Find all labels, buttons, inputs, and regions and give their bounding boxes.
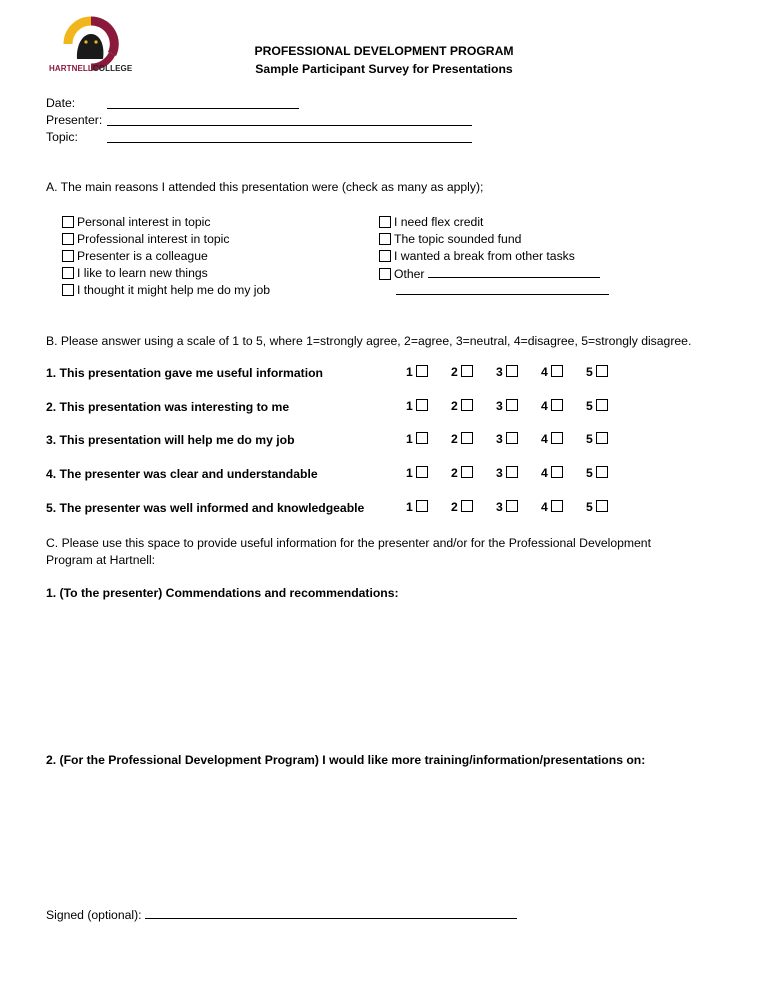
checkbox-help-job[interactable]: [62, 282, 270, 299]
rating-scale-label: 5: [586, 500, 593, 514]
checkbox-icon[interactable]: [62, 284, 74, 296]
rating-scale-label: 4: [541, 466, 548, 480]
rating-question-3: 3. This presentation will help me do my job: [46, 433, 295, 447]
rating-q5-option-1[interactable]: [406, 500, 431, 514]
rating-q3-option-1[interactable]: [406, 432, 431, 446]
checkbox-other[interactable]: [379, 265, 600, 282]
rating-checkbox-icon[interactable]: [506, 432, 518, 444]
rating-q2-option-4[interactable]: [541, 399, 566, 413]
checkbox-icon[interactable]: [379, 250, 391, 262]
checkbox-colleague[interactable]: [62, 248, 208, 265]
rating-q5-option-4[interactable]: [541, 500, 566, 514]
rating-checkbox-icon[interactable]: [461, 432, 473, 444]
checkbox-flex-credit[interactable]: [379, 214, 483, 231]
other-line[interactable]: [428, 265, 600, 278]
signature-label: Signed (optional):: [46, 908, 142, 922]
rating-q4-option-2[interactable]: [451, 466, 476, 480]
rating-scale-label: 5: [586, 466, 593, 480]
section-c-heading-line2: Program at Hartnell:: [46, 553, 156, 567]
checkbox-professional-interest[interactable]: [62, 231, 229, 248]
rating-checkbox-icon[interactable]: [506, 466, 518, 478]
rating-checkbox-icon[interactable]: [416, 466, 428, 478]
commendations-textarea[interactable]: [46, 604, 722, 744]
rating-checkbox-icon[interactable]: [551, 466, 563, 478]
rating-q1-option-5[interactable]: [586, 365, 611, 379]
rating-scale-label: 2: [451, 432, 458, 446]
rating-checkbox-icon[interactable]: [596, 399, 608, 411]
option-label: I thought it might help me do my job: [77, 283, 271, 297]
rating-q2-option-1[interactable]: [406, 399, 431, 413]
rating-scale-label: 1: [406, 365, 413, 379]
rating-checkbox-icon[interactable]: [551, 399, 563, 411]
date-label: Date:: [46, 96, 76, 110]
checkbox-icon[interactable]: [62, 233, 74, 245]
rating-question-1: 1. This presentation gave me useful information: [46, 366, 323, 380]
rating-q3-option-3[interactable]: [496, 432, 521, 446]
rating-checkbox-icon[interactable]: [506, 500, 518, 512]
signature-field: [46, 906, 517, 922]
checkbox-topic-sounded[interactable]: [379, 231, 521, 248]
rating-scale-label: 2: [451, 466, 458, 480]
rating-checkbox-icon[interactable]: [596, 500, 608, 512]
section-b-heading: B. Please answer using a scale of 1 to 5, where 1=strongly agree, 2=agree, 3=neutral, 4=disagree, 5=strongly disagree.: [46, 334, 692, 348]
rating-scale-label: 3: [496, 500, 503, 514]
rating-checkbox-icon[interactable]: [416, 399, 428, 411]
topic-label: Topic:: [46, 130, 78, 144]
option-label: I like to learn new things: [77, 266, 208, 280]
rating-scale-label: 4: [541, 500, 548, 514]
option-label: Other: [394, 267, 425, 281]
section-c-question-2: 2. (For the Professional Development Program) I would like more training/information/presentations on:: [46, 753, 646, 767]
section-c-heading-line1: C. Please use this space to provide useful information for the presenter and/or for the Professional Development: [46, 536, 651, 550]
rating-checkbox-icon[interactable]: [596, 466, 608, 478]
checkbox-icon[interactable]: [379, 233, 391, 245]
rating-checkbox-icon[interactable]: [416, 365, 428, 377]
logo-name-part1: HARTNELL: [49, 64, 93, 73]
rating-q1-option-2[interactable]: [451, 365, 476, 379]
topic-line[interactable]: [107, 130, 472, 146]
rating-q3-option-4[interactable]: [541, 432, 566, 446]
presenter-line[interactable]: [107, 113, 472, 129]
rating-scale-label: 5: [586, 432, 593, 446]
rating-scale-label: 2: [451, 399, 458, 413]
rating-q2-option-3[interactable]: [496, 399, 521, 413]
rating-scale-label: 4: [541, 365, 548, 379]
rating-checkbox-icon[interactable]: [461, 466, 473, 478]
rating-q3-option-2[interactable]: [451, 432, 476, 446]
rating-scale-label: 3: [496, 399, 503, 413]
page-title: PROFESSIONAL DEVELOPMENT PROGRAM: [254, 44, 514, 58]
signature-line[interactable]: [145, 906, 517, 919]
rating-checkbox-icon[interactable]: [461, 500, 473, 512]
option-label: Personal interest in topic: [77, 215, 211, 229]
logo-name-part2: COLLEGE: [92, 64, 133, 73]
checkbox-learn[interactable]: [62, 265, 208, 282]
rating-q1-option-1[interactable]: [406, 365, 431, 379]
rating-q1-option-4[interactable]: [541, 365, 566, 379]
rating-scale-label: 5: [586, 365, 593, 379]
rating-question-2: 2. This presentation was interesting to me: [46, 400, 290, 414]
checkbox-icon[interactable]: [379, 216, 391, 228]
rating-q5-option-2[interactable]: [451, 500, 476, 514]
checkbox-icon[interactable]: [62, 250, 74, 262]
rating-question-4: 4. The presenter was clear and understandable: [46, 467, 318, 481]
rating-q4-option-3[interactable]: [496, 466, 521, 480]
checkbox-break[interactable]: [379, 248, 575, 265]
rating-checkbox-icon[interactable]: [416, 500, 428, 512]
checkbox-personal-interest[interactable]: [62, 214, 210, 231]
rating-question-5: 5. The presenter was well informed and knowledgeable: [46, 501, 365, 515]
rating-checkbox-icon[interactable]: [416, 432, 428, 444]
rating-checkbox-icon[interactable]: [551, 432, 563, 444]
rating-scale-label: 5: [586, 399, 593, 413]
rating-q4-option-1[interactable]: [406, 466, 431, 480]
option-label: The topic sounded fund: [394, 232, 522, 246]
training-request-textarea[interactable]: [46, 771, 722, 901]
rating-q3-option-5[interactable]: [586, 432, 611, 446]
rating-scale-label: 4: [541, 399, 548, 413]
rating-q4-option-4[interactable]: [541, 466, 566, 480]
rating-q1-option-3[interactable]: [496, 365, 521, 379]
checkbox-icon[interactable]: [62, 216, 74, 228]
option-label: Professional interest in topic: [77, 232, 230, 246]
rating-scale-label: 1: [406, 399, 413, 413]
rating-scale-label: 3: [496, 365, 503, 379]
rating-scale-label: 2: [451, 500, 458, 514]
other-line-2[interactable]: [396, 282, 609, 298]
rating-scale-label: 1: [406, 500, 413, 514]
rating-scale-label: 1: [406, 432, 413, 446]
rating-q4-option-5[interactable]: [586, 466, 611, 480]
rating-scale-label: 1: [406, 466, 413, 480]
checkbox-icon[interactable]: [62, 267, 74, 279]
checkbox-icon[interactable]: [379, 268, 391, 280]
section-c-question-1: 1. (To the presenter) Commendations and recommendations:: [46, 586, 399, 600]
section-a-heading: A. The main reasons I attended this presentation were (check as many as apply);: [46, 180, 484, 194]
rating-q2-option-2[interactable]: [451, 399, 476, 413]
rating-q5-option-5[interactable]: [586, 500, 611, 514]
rating-checkbox-icon[interactable]: [596, 432, 608, 444]
rating-scale-label: 4: [541, 432, 548, 446]
page-subtitle: Sample Participant Survey for Presentations: [255, 62, 513, 76]
rating-q5-option-3[interactable]: [496, 500, 521, 514]
rating-checkbox-icon[interactable]: [461, 399, 473, 411]
presenter-label: Presenter:: [46, 113, 103, 127]
rating-checkbox-icon[interactable]: [551, 500, 563, 512]
rating-checkbox-icon[interactable]: [596, 365, 608, 377]
option-label: I need flex credit: [394, 215, 484, 229]
rating-q2-option-5[interactable]: [586, 399, 611, 413]
rating-scale-label: 3: [496, 432, 503, 446]
rating-checkbox-icon[interactable]: [506, 365, 518, 377]
rating-scale-label: 2: [451, 365, 458, 379]
rating-checkbox-icon[interactable]: [506, 399, 518, 411]
rating-checkbox-icon[interactable]: [551, 365, 563, 377]
option-label: I wanted a break from other tasks: [394, 249, 575, 263]
option-label: Presenter is a colleague: [77, 249, 208, 263]
rating-checkbox-icon[interactable]: [461, 365, 473, 377]
rating-scale-label: 3: [496, 466, 503, 480]
date-line[interactable]: [107, 96, 299, 112]
